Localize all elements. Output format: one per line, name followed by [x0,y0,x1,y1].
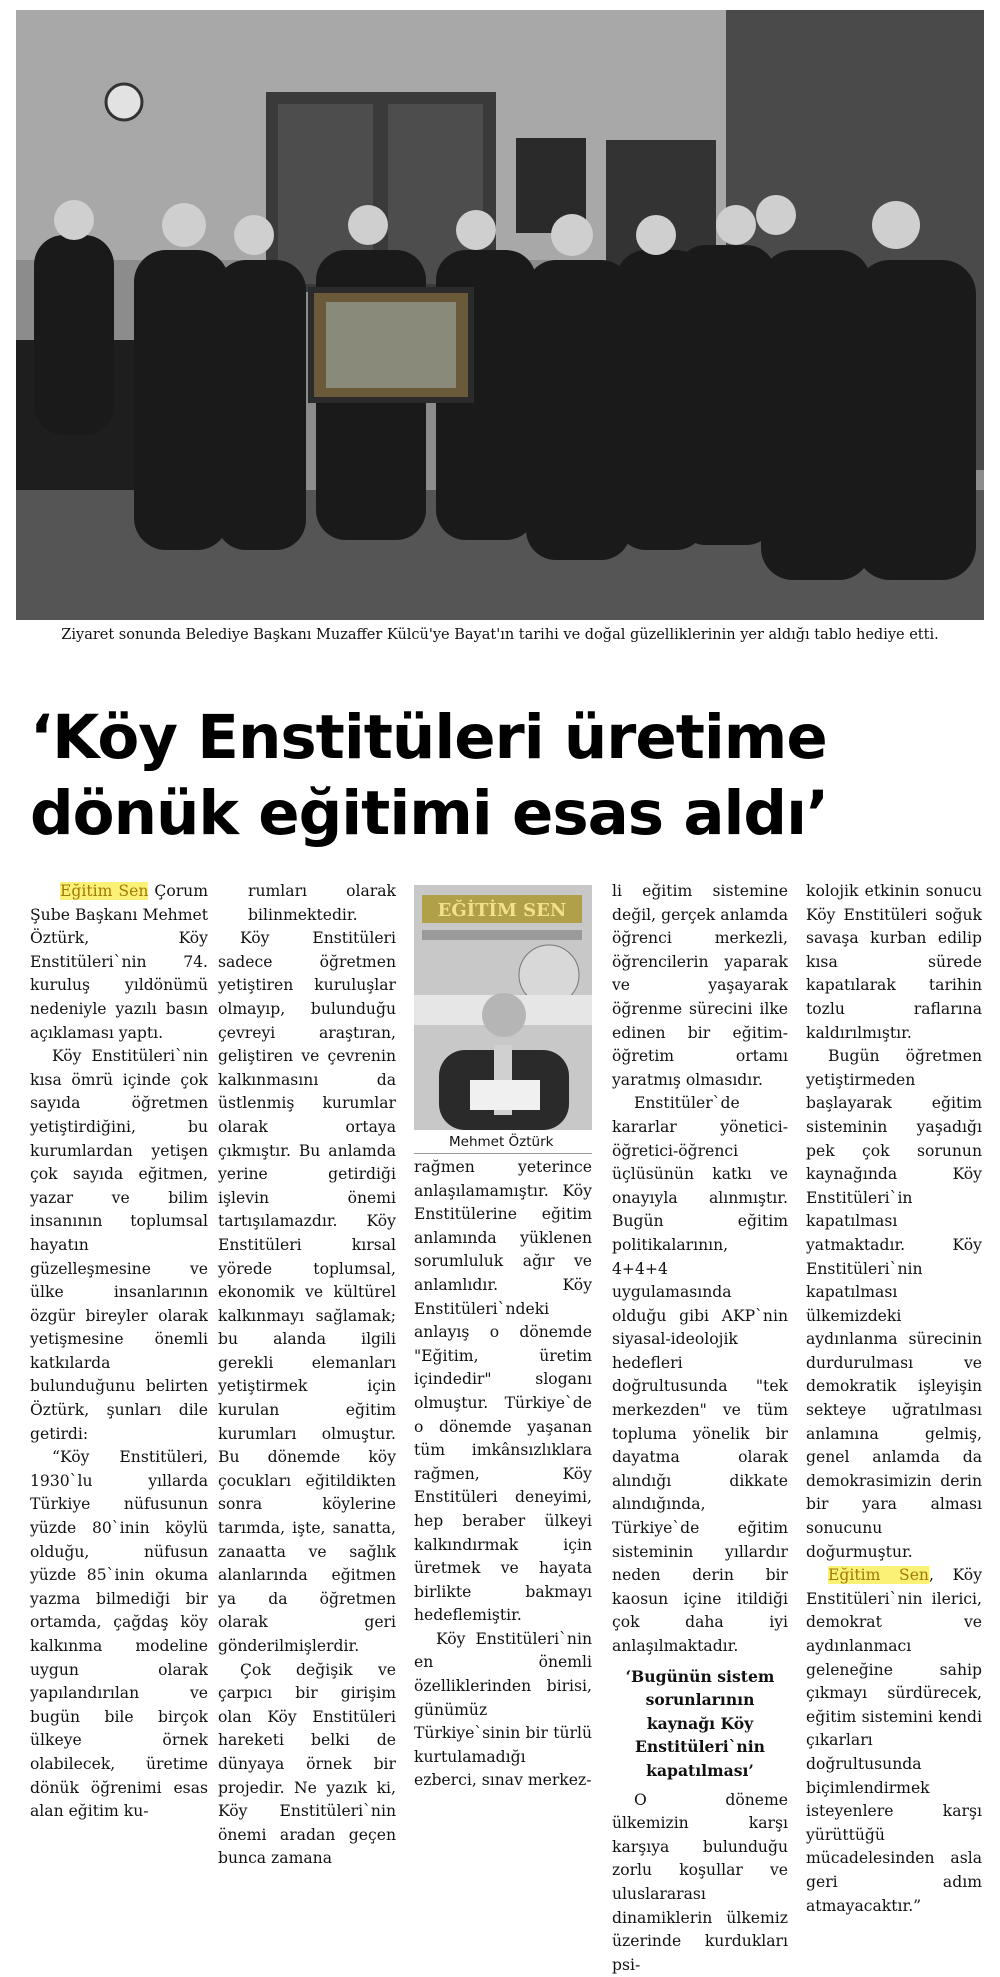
paragraph: Bugün öğretmen yetiştirmeden başlayarak eğitim sisteminin yaşadığı pek çok sorunun kaynağında Köy Enstitüleri`in kapatılması yatmaktadır. Köy Enstitüleri`nin kapatılması ülkemizdeki aydınlanma sürecinin durdurulması ve demokratik işleyişin sekteye uğratılması anlamına gelmiş, genel anlamda da demokrasimizin derin bir yara alması sonucunu doğurmuştur. [806,1047,982,1561]
article-column-4 [612,880,788,1977]
portrait-photo [414,885,592,1130]
photo-caption: Ziyaret sonunda Belediye Başkanı Muzaffer Külcü'ye Bayat'ın tarihi ve doğal güzelliklerinin yer aldığı tablo hediye etti. [61,627,939,643]
article-column-5 [806,880,982,1918]
article-column-2 [218,880,396,1871]
news-photo [16,10,984,620]
article-column-1 [30,880,208,1824]
brand-highlight: Eğitim Sen [60,882,149,900]
paragraph: li eğitim sistemine değil, gerçek anlamda öğrenci merkezli, öğrencilerin yaparak ve yaşayarak öğrenme sürecini ilke edinen bir eğitim-öğretim ortamı yaratmış olmasıdır. [612,882,788,1089]
portrait-caption: Mehmet Öztürk [414,1134,592,1154]
paragraph: Köy Enstitüleri sadece öğretmen yetiştiren kuruluşlar olmayıp, bulunduğu çevreyi araştıran, geliştiren ve çevrenin kalkınmasını da üstlenmiş kurumlar olarak ortaya çıkmıştır. Bu anlamda yerine getirdiği işlevin önemi tartışılamazdır. Köy Enstitüleri kırsal yörede toplumsal, ekonomik ve kültürel kalkınmayı sağlamak; bu alanda ilgili gerekli elemanları yetiştirmek için kurulan eğitim kurumları olmuştur. Bu dönemde köy çocukları eğitildikten sonra köylerine tarımda, işte, sanatta, zanaatta ve sağlık alanlarında eğitmen ya da öğretmen olarak geri gönderilmişlerdir. [218,929,396,1655]
sign-text: EĞİTİM SEN [437,900,567,921]
paragraph: rağmen yeterince anlaşılamamıştır. Köy Enstitülerine eğitim anlamında yüklenen sorumluluk ağır ve anlamlıdır. Köy Enstitüleri`ndeki anlayış o dönemde "Eğitim, üretim içindedir" sloganı olmuştur. Türkiye`de o dönemde yaşanan tüm imkânsızlıklara rağmen, Köy Enstitüleri deneyimi, hep beraber ülkeyi kalkındırmak için üretmek ve hayata birlikte bakmayı hedeflemiştir. [414,1158,592,1625]
paragraph: kolojik etkinin sonucu Köy Enstitüleri soğuk savaşa kurban edilip kısa sürede kapatılarak tarihin tozlu raflarına kaldırılmıştır. [806,882,982,1042]
headline-line-1: ‘Köy Enstitüleri üretime [30,702,827,773]
paragraph: O döneme ülkemizin karşı karşıya bulunduğu zorlu koşullar ve uluslararası dinamiklerin ülkemiz üzerinde kurdukları psi- [612,1790,788,1974]
paragraph: “Köy Enstitüleri, 1930`lu yıllarda Türkiye nüfusunun yüzde 80`inin köylü olduğu, nüfusun yüzde 85`inin okuma yazma bilmediği bir ortamda, çağdaş köy kalkınma modeline uygun olarak yapılandırılan ve bugün bile birçok ülkeye örnek olabilecek, üretime dönük öğrenimi esas alan eğitim ku- [30,1448,208,1821]
subheading: ‘Bugünün sistem sorunlarının kaynağı Köy Enstitüleri`nin kapatılması’ [625,1666,775,1780]
article-headline [30,700,970,852]
paragraph: Eğitim Sen Çorum Şube Başkanı Mehmet Öztürk, Köy Enstitüleri`nin 74. kuruluş yıldönümü nedeniyle yazılı basın açıklaması yaptı. [30,882,208,1042]
paragraph: Enstitüler`de kararlar yönetici-öğretici-öğrenci üçlüsünün katkı ve onayıyla alınmıştır. Bugün eğitim politikalarının, 4+4+4 uygulamasında olduğu gibi AKP`nin siyasal-ideolojik hedefleri doğrultusunda "tek merkezden" ve tüm topluma yönelik bir dayatma olarak alındığı dikkate alındığında, Türkiye`de eğitim sisteminin yıllardır neden derin bir kaosun içine itildiği çok daha iyi anlaşılmaktadır. [612,1094,788,1655]
paragraph: Eğitim Sen, Köy Enstitüleri`nin ilerici, demokrat ve aydınlanmacı geleneğine sahip çıkmayı sürdürecek, eğitim sistemini kendi çıkarları doğrultusunda biçimlendirmek isteyenlere karşı yürüttüğü mücadelesinden asla geri adım atmayacaktır.” [806,1566,982,1915]
paragraph: Köy Enstitüleri`nin en önemli özelliklerinden birisi, günümüz Türkiye`sinin bir türlü kurtulamadığı ezberci, sınav merkez- [414,1629,592,1790]
brand-highlight: Eğitim Sen [828,1566,929,1585]
paragraph: rumları olarak bilinmektedir. [248,882,396,924]
portrait-illustration [414,885,592,1130]
paragraph: Köy Enstitüleri`nin kısa ömrü içinde çok sayıda öğretmen yetiştirdiğini, bu kurumlardan yetişen çok sayıda eğitmen, yazar ve bilim insanının toplumsal hayatın güzelleşmesine ve ülke insanlarının özgür bireyler olarak yetişmesine önemli katkılarda bulunduğunu belirten Öztürk, şunları dile getirdi: [30,1047,208,1443]
paragraph: Çok değişik ve çarpıcı bir girişim olan Köy Enstitüleri hareketi belki de dünyaya örnek bir projedir. Ne yazık ki, Köy Enstitüleri`nin önemi aradan geçen bunca zamana [218,1660,396,1868]
group-photo-illustration [16,10,984,620]
headline-line-2: dönük eğitimi esas aldı’ [30,778,829,849]
